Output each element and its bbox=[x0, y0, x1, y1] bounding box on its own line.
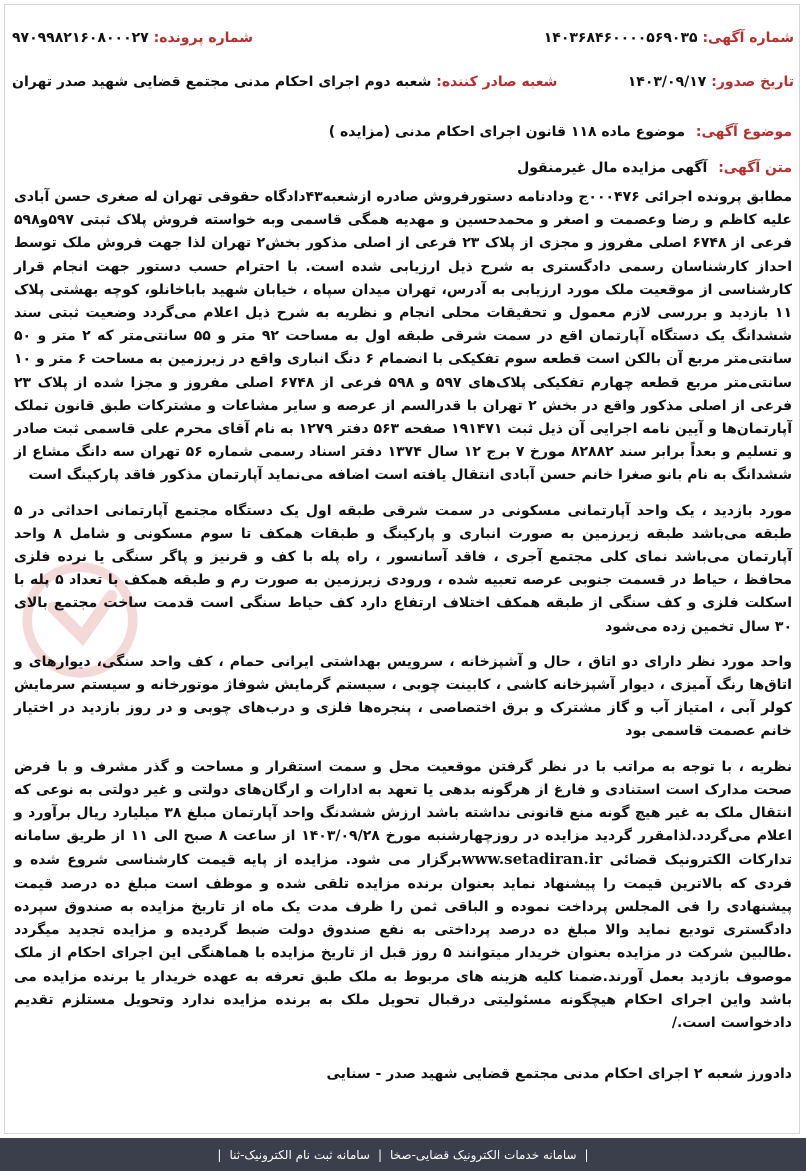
ad-number-value: ۱۴۰۳۶۸۴۶۰۰۰۰۵۶۹۰۳۵ bbox=[543, 30, 698, 46]
text-title-line bbox=[12, 160, 792, 176]
ad-number bbox=[544, 30, 794, 46]
header-row-1 bbox=[12, 30, 794, 46]
subject-value: موضوع ماده ۱۱۸ قانون اجرای احکام مدنی (مزایده ) bbox=[328, 124, 685, 140]
case-number bbox=[12, 30, 253, 46]
footer-link-sakha[interactable]: سامانه خدمات الکترونیک قضایی-صخا bbox=[390, 1147, 577, 1162]
subject-line bbox=[12, 124, 792, 140]
paragraph-4-part-2: برگزار می شود. مزایده از پایه قیمت کارشناسی شروع شده و فردی که بالاترین قیمت را پیشنهاد نماید بعنوان برنده مزایده تلقی شده و موظف است مبلغ ده درصد قیمت پیشنهادی را فی المجلس پرداخت نموده و الباقی ثمن را ظرف مدت یک ماه از تاریخ مزایده به صندوق سپرده دادگستری تودیع نماید والا مبلغ ده درصد پرداختی به نفع صندوق دولت ضبط گردیده و مزایده تجدید میگردد .طالبین شرکت در مزایده بعنوان خریدار میتوانند ۵ روز قبل از تاریخ مزایده با هماهنگی این اجرای احکام از ملک موصوف بازدید بعمل آورند.ضمنا کلیه هزینه های مربوط به ملک طبق تعرفه به عهده خریدار یا برنده مزایده می باشد واین اجرای احکام هیچگونه مسئولیتی درقبال تحویل ملک به برنده مزایده ندارد وتحویل مستلزم تقدیم دادخواست است./ bbox=[14, 852, 792, 1031]
paragraph-3: واحد مورد نظر دارای دو اتاق ، حال و آشپزخانه ، سرویس بهداشتی ایرانی حمام ، کف واحد سنگی، دیوارهای و اتاق‌ها رنگ آمیزی ، دیوار آشپزخانه کاشی ، کابینت چوبی ، سیستم گرمایش شوفاژ موتورخانه و سیستم سرمایش کولر آبی ، امتیاز آب و گاز مشترک و برق اختصاصی ، پنجره‌ها فلزی و درب‌های چوبی و در روز بازدید در اختیار خانم عصمت قاسمی بود bbox=[14, 653, 792, 740]
issuer-value: شعبه دوم اجرای احکام مدنی مجتمع قضایی شهید صدر تهران bbox=[12, 74, 432, 90]
paragraph-2: مورد بازدید ، یک واحد آپارتمانی مسکونی در سمت شرقی طبقه اول یک دستگاه مجتمع آپارتمانی احداثی در ۵ طبقه می‌باشد طبقه زیرزمین به صورت انباری و پارکینگ و طبقات همکف تا سوم مسکونی و شامل ۸ واحد آپارتمان می‌باشد نمای کلی مجتمع آجری ، فاقد آسانسور ، راه پله با کف و قرنیز و پاگر سنگی یا نرده فلزی محافظ ، حیاط در قسمت جنوبی عرصه تعبیه شده ، ورودی زیرزمین به صورت رم و طبقه همکف با تعداد ۵ پله با اسکلت فلزی و کف سنگی از طبقه همکف اختلاف ارتفاع دارد کف حیاط سنگی است قدمت ساخت مجتمع بالای ۳۰ سال تخمین زده می‌شود bbox=[14, 502, 793, 635]
subject-label: موضوع آگهی: bbox=[695, 124, 792, 140]
issuer-label: شعبه صادر کننده: bbox=[436, 74, 558, 90]
notice-body bbox=[14, 186, 792, 1047]
issuer bbox=[12, 74, 557, 90]
setadiran-link[interactable]: www.setadiran.ir bbox=[461, 850, 603, 869]
paragraph-4 bbox=[14, 756, 792, 1035]
issue-date-label: تاریخ صدور: bbox=[711, 74, 794, 90]
text-title: آگهی مزایده مال غیرمنقول bbox=[517, 160, 708, 176]
case-number-label: شماره پرونده: bbox=[153, 30, 254, 46]
case-number-value: ۹۷۰۹۹۸۲۱۶۰۸۰۰۰۲۷ bbox=[12, 30, 149, 46]
header-row-2 bbox=[12, 74, 794, 90]
footer-link-sana[interactable]: سامانه ثبت نام الکترونیک-ثنا bbox=[229, 1147, 370, 1162]
paragraph-1: مطابق پرونده اجرائی ۰۰۰۴۷۶ج ودادنامه دستورفروش صادره ازشعبه۴۳دادگاه حقوقی تهران له صغری حسن آبادی علیه کاظم و رضا وعصمت و اصغر و محمدحسین و مهدیه همگی قاسمی وبه خواسته فروش پلاک ثبتی ۵۹۷و۵۹۸ فرعی از ۶۷۴۸ اصلی مفروز و مجزی از پلاک ۲۳ فرعی از اصلی مذکور بخش۲ تهران لذا جهت فروش ملک توسط احداز کارشناسان رسمی دادگستری به شرح ذیل ارزیابی شده است. با احترام حسب دستور جهت انجام قرار کارشناسی از موقعیت ملک مورد ارزیابی به آدرس، تهران میدان سپاه ، خیابان شهید باباخانلو، کوچه بهشتی پلاک ۱۱ بازدید و بررسی لازم معمول و تحقیقات محلی انجام و نظریه به شرح ذیل اعلام می‌گردد وضعیت ثبتی سند ششدانگ یک دستگاه آپارتمان اقع در سمت شرقی طبقه اول به مساحت ۹۲ متر و ۵۵ سانتی‌متر که ۲ متر و ۵۰ سانتی‌متر مربع آن بالکن است قطعه سوم تفکیکی با انضمام ۶ دنگ انباری واقع در زیرزمین به مساحت ۶ متر و ۱۰ سانتی‌متر مربع قطعه چهارم تفکیکی پلاک‌های ۵۹۷ و ۵۹۸ فرعی از ۶۷۴۸ اصلی مفروز و مجزا شده از پلاک ۲۳ فرعی از اصلی مذکور واقع در بخش ۲ تهران با قدرالسم از عرصه و سایر مشاعات و مشترکات طبق قانون تملک آپارتمان‌ها و آیین نامه اجرایی آن ذیل ثبت ۱۹۱۴۷۱ صفحه ۵۶۳ دفتر ۱۲۷۹ به نام آقای محرم علی قاسمی ثبت صادر و تسلیم و بعداً برابر سند ۸۲۸۸۲ مورخ ۷ برج ۱۲ سال ۱۳۷۴ دفتر اسناد رسمی شماره ۵۶ تهران سه دانگ مشاع از ششدانگ به نام بانو صغرا خانم حسن آبادی انتقال یافته است اضافه می‌نماید آپارتمان مذکور فاقد پارکینگ است bbox=[14, 189, 793, 484]
issue-date-value: ۱۴۰۳/۰۹/۱۷ bbox=[627, 74, 707, 90]
footer-bar: | سامانه خدمات الکترونیک قضایی-صخا | سامانه ثبت نام الکترونیک-ثنا | bbox=[0, 1138, 806, 1171]
ad-number-label: شماره آگهی: bbox=[702, 30, 794, 46]
signature: دادورز شعبه ۲ اجرای احکام مدنی مجتمع قضایی شهید صدر - سنایی bbox=[326, 1066, 792, 1082]
paragraph-4-part-1: نظریه ، با توجه به مراتب با در نظر گرفتن موقعیت محل و سمت استقرار و مساحت و گذر مشرف و با فرض صحت مدارک است استنادی و فارغ از هرگونه بدهی یا تعهد به ادارات و ارگان‌های دولتی و غیر دولتی به نوعی که انتقال ملک به غیر هیچ گونه منع قانونی نداشته باشد ارزش ششدنگ واحد آپارتمان مبلغ ۳۸ میلیارد ریال برآورد و اعلام می‌گردد.لذامقرر گردید مزایده در روزچهارشنبه مورخ ۱۴۰۳/۰۹/۲۸ از ساعت ۸ صبح الی ۱۱ از طریق سامانه تدارکات الکترونیک قضائی bbox=[14, 758, 793, 869]
text-label: متن آگهی: bbox=[718, 160, 792, 176]
issue-date bbox=[628, 74, 794, 90]
